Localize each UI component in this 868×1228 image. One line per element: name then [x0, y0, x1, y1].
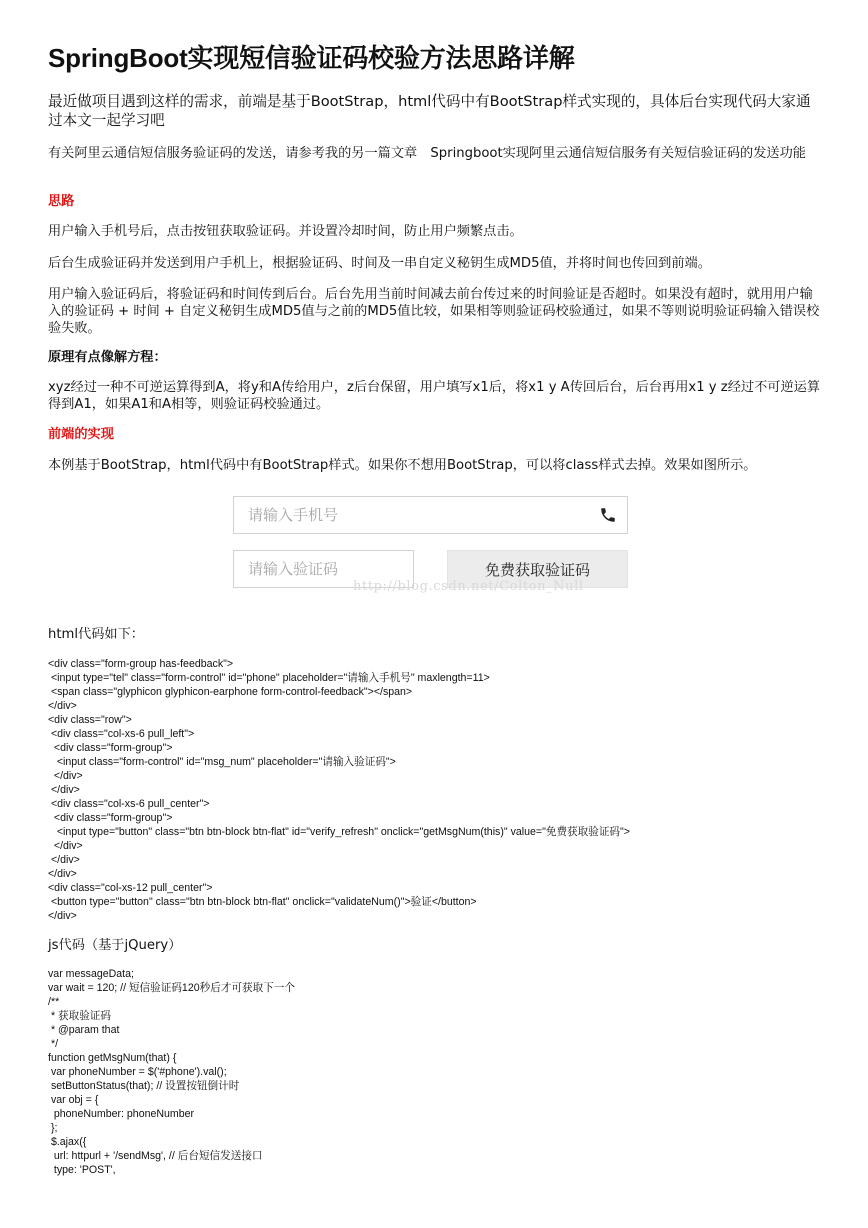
approach-paragraph-1: 用户输入手机号后，点击按钮获取验证码。并设置冷却时间，防止用户频繁点击。: [48, 224, 523, 239]
related-article-paragraph: 有关阿里云通信短信服务验证码的发送，请参考我的另一篇文章 Springboot实现阿里云通信短信服务有关短信验证码的发送功能: [48, 146, 806, 161]
image-watermark: http://blog.csdn.net/Colton_Null: [353, 579, 584, 594]
html-code-label: html代码如下：: [48, 627, 144, 642]
phone-input[interactable]: [233, 496, 628, 534]
phone-placeholder: 请输入手机号: [248, 506, 339, 524]
section-heading-approach: 思路: [48, 194, 75, 209]
approach-paragraph-2: 后台生成验证码并发送到用户手机上，根据验证码、时间及一串自定义秘钥生成MD5值，并将时间也传回到前端。: [48, 256, 711, 271]
principle-heading: 原理有点像解方程：: [48, 350, 167, 365]
html-code-block: <div class="form-group has-feedback"> <input type="tel" class="form-control" id="phone" placeholder="请输入手机号" maxlength=11> <span class="glyphicon glyphicon-earphone form-control-feedback"></span> </div> <div class="row"> <div class="col-xs-6 pull_left"> <div class="form-group"> <input class="form-control" id="msg_num" placeholder="请输入验证码"> </div> </div> <div class="col-xs-6 pull_center"> <div class="form-group"> <input type="button" class="btn btn-block btn-flat" id="verify_refresh" onclick="getMsgNum(this)" value="免费获取验证码"> </div> </div> </div> <div class="col-xs-12 pull_center"> <button type="button" class="btn btn-block btn-flat" onclick="validateNum()">验证</button> </div>: [48, 658, 630, 922]
code-placeholder: 请输入验证码: [248, 560, 339, 578]
section-heading-frontend: 前端的实现: [48, 427, 114, 442]
frontend-paragraph: 本例基于BootStrap，html代码中有BootStrap样式。如果你不想用BootStrap，可以将class样式去掉。效果如图所示。: [48, 458, 757, 473]
demo-screenshot: [233, 496, 628, 592]
phone-icon: [599, 506, 617, 524]
approach-paragraph-3: 用户输入验证码后，将验证码和时间传到后台。后台先用当前时间减去前台传过来的时间验证是否超时。如果没有超时，就用用户输入的验证码 + 时间 + 自定义秘钥生成MD5值与之前的MD5值比较，如果相等则验证码校验通过，如果不等则说明验证码输入错误校验失败。: [48, 287, 820, 336]
intro-paragraph: 最近做项目遇到这样的需求，前端是基于BootStrap，html代码中有BootStrap样式实现的，具体后台实现代码大家通过本文一起学习吧: [48, 93, 811, 129]
page-title: SpringBoot实现短信验证码校验方法思路详解: [48, 43, 575, 73]
principle-paragraph: xyz经过一种不可逆运算得到A，将y和A传给用户，z后台保留，用户填写x1后，将x1 y A传回后台，后台再用x1 y z经过不可逆运算得到A1，如果A1和A相等，则验证码校验通过。: [48, 380, 821, 412]
get-code-button[interactable]: 免费获取验证码: [447, 550, 628, 588]
js-code-block: var messageData; var wait = 120; // 短信验证码120秒后才可获取下一个 /** * 获取验证码 * @param that */ function getMsgNum(that) { var phoneNumber = $('#phone').val(); setButtonStatus(that); // 设置按钮倒计时 var obj = { phoneNumber: phoneNumber }; $.ajax({ url: httpurl + '/sendMsg', // 后台短信发送接口 type: 'POST',: [48, 968, 295, 1176]
js-code-label: js代码（基于jQuery）: [48, 938, 182, 953]
